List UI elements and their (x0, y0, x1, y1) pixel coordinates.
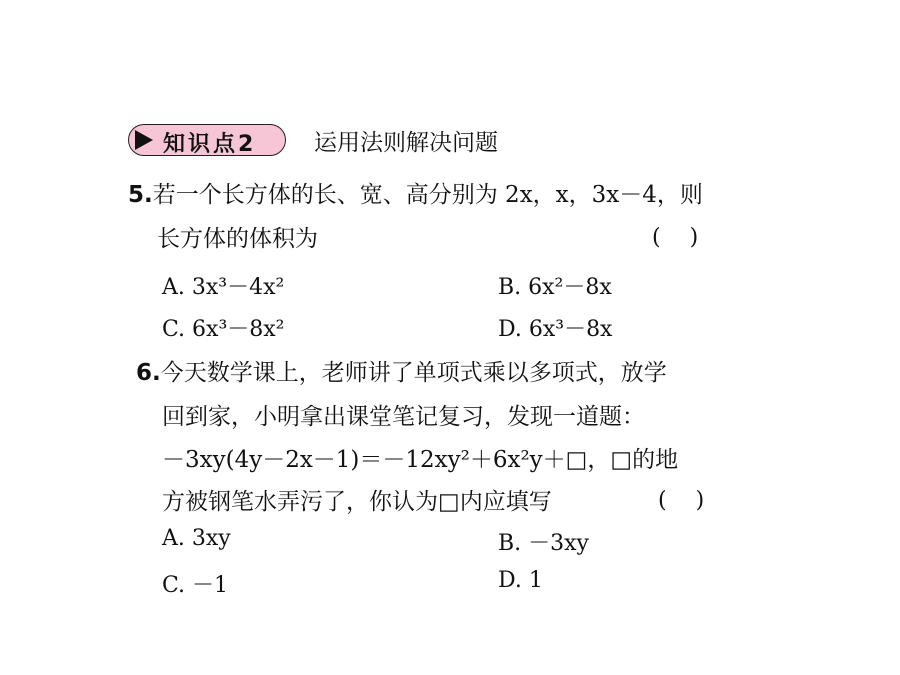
section-title: 运用法则解决问题 (314, 130, 498, 156)
q5-option-c: C. 6x³－8x² (162, 317, 285, 342)
q6-line1-text: 今天数学课上，老师讲了单项式乘以多项式，放学 (160, 360, 667, 386)
q5-option-b: B. 6x²－8x (498, 275, 612, 300)
play-triangle-icon (135, 130, 153, 150)
q6-line4: 方被钢笔水弄污了，你认为□内应填写 (162, 489, 552, 515)
q6-number: 6. (136, 360, 161, 386)
q6-option-d: D. 1 (498, 568, 543, 593)
q6-line2: 回到家，小明拿出课堂笔记复习，发现一道题： (162, 404, 645, 430)
q5-number: 5. (128, 182, 153, 208)
q5-line2: 长方体的体积为 (157, 226, 318, 252)
q6-line3: －3xy(4y－2x－1)＝－12xy²＋6x²y＋□，□的地 (162, 447, 679, 473)
knowledge-point-badge (128, 124, 286, 156)
q5-option-d: D. 6x³－8x (498, 317, 613, 342)
q6-line1 (136, 354, 667, 387)
q5-line1-text: 若一个长方体的长、宽、高分别为 2x，x，3x－4，则 (152, 182, 703, 208)
q6-option-a: A. 3xy (162, 526, 231, 551)
q5-line1 (128, 176, 703, 209)
q6-option-b: B. －3xy (498, 531, 589, 556)
badge-label: 知识点2 (163, 132, 257, 157)
q5-answer-paren: ( ) (652, 225, 699, 250)
q6-answer-paren: ( ) (658, 488, 705, 513)
q5-option-a: A. 3x³－4x² (162, 275, 285, 300)
q6-option-c: C. －1 (162, 573, 229, 598)
